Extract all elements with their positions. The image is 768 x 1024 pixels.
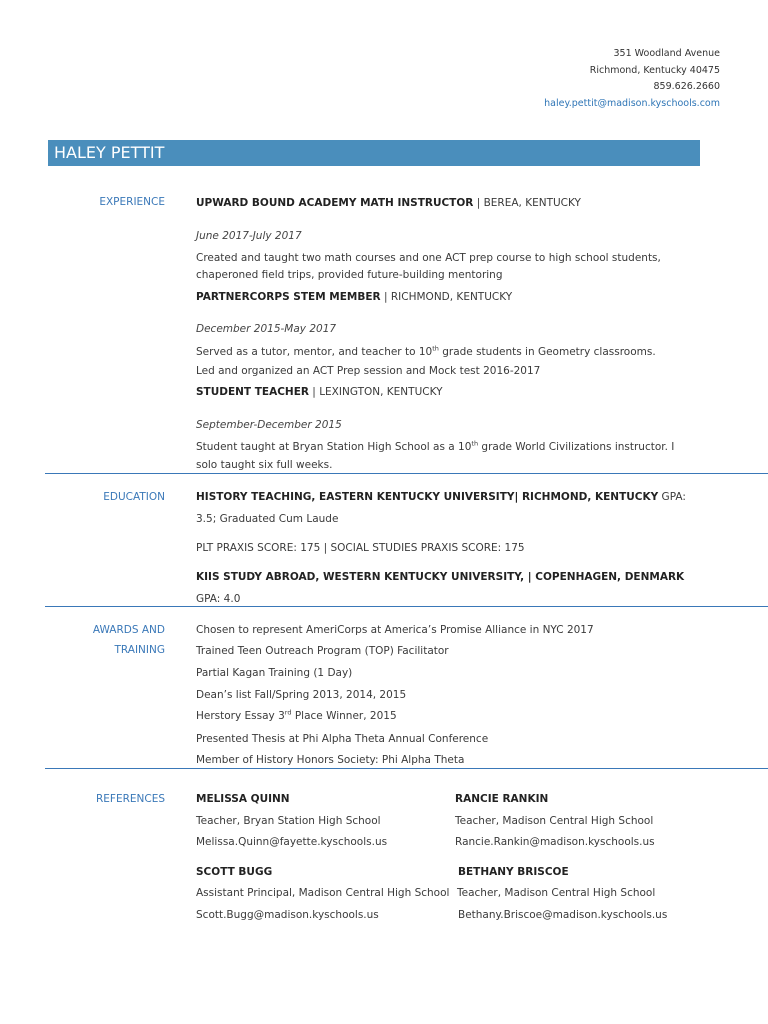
section-label-education: EDUCATION bbox=[103, 491, 165, 503]
candidate-name: HALEY PETTIT bbox=[54, 143, 165, 162]
contact-street: 351 Woodland Avenue bbox=[613, 48, 720, 59]
edu-gpa-label: GPA: bbox=[658, 491, 686, 503]
job-1-desc-1: Created and taught two math courses and one ACT prep course to high school students, bbox=[196, 252, 661, 264]
ref-3-name: SCOTT BUGG bbox=[196, 866, 273, 878]
ref-2-email[interactable]: Rancie.Rankin@madison.kyschools.us bbox=[455, 836, 655, 848]
job-3-heading bbox=[196, 385, 443, 399]
job-3-desc-2: solo taught six full weeks. bbox=[196, 459, 333, 471]
award-item: Partial Kagan Training (1 Day) bbox=[196, 667, 353, 679]
ref-3-role: Assistant Principal, Madison Central High School bbox=[196, 887, 450, 899]
job-1-title: UPWARD BOUND ACADEMY MATH INSTRUCTOR bbox=[196, 197, 474, 209]
job-3-desc-1-post: grade World Civilizations instructor. I bbox=[478, 441, 675, 453]
edu-degree: HISTORY TEACHING, EASTERN KENTUCKY UNIVERSITY| RICHMOND, KENTUCKY bbox=[196, 491, 659, 503]
job-1-sep: | bbox=[473, 197, 484, 209]
contact-city: Richmond, Kentucky 40475 bbox=[589, 64, 720, 76]
job-3-dates: September-December 2015 bbox=[196, 419, 342, 431]
name-banner bbox=[48, 140, 700, 166]
divider-2 bbox=[45, 606, 768, 607]
job-1-location: BEREA, KENTUCKY bbox=[483, 197, 581, 209]
award-item: Chosen to represent AmeriCorps at America’s Promise Alliance in NYC 2017 bbox=[196, 624, 594, 636]
job-2-desc-1-post: grade students in Geometry classrooms. bbox=[438, 346, 656, 358]
divider-3 bbox=[45, 768, 768, 769]
job-2-desc-1-sup: th bbox=[432, 344, 439, 353]
contact-phone: 859.626.2660 bbox=[653, 81, 720, 92]
contact-block bbox=[544, 46, 720, 112]
contact-email[interactable]: haley.pettit@madison.kyschools.com bbox=[544, 97, 720, 109]
ref-1-name: MELISSA QUINN bbox=[196, 793, 290, 805]
job-1-desc-2: chaperoned field trips, provided future-building mentoring bbox=[196, 269, 503, 281]
ref-2-role: Teacher, Madison Central High School bbox=[455, 815, 654, 827]
award-item: Member of History Honors Society: Phi Alpha Theta bbox=[196, 754, 465, 766]
award-item-herstory bbox=[196, 709, 397, 723]
job-3-title: STUDENT TEACHER bbox=[196, 386, 309, 398]
job-2-location: RICHMOND, KENTUCKY bbox=[390, 291, 513, 303]
herstory-sup: rd bbox=[284, 708, 292, 717]
job-2-desc-1-pre: Served as a tutor, mentor, and teacher to 10 bbox=[196, 346, 433, 358]
award-item: Dean’s list Fall/Spring 2013, 2014, 2015 bbox=[196, 689, 407, 701]
ref-1-email[interactable]: Melissa.Quinn@fayette.kyschools.us bbox=[196, 836, 388, 848]
job-2-desc-2: Led and organized an ACT Prep session and Mock test 2016-2017 bbox=[196, 365, 541, 377]
ref-3-email[interactable]: Scott.Bugg@madison.kyschools.us bbox=[196, 909, 379, 921]
edu-abroad-gpa: GPA: 4.0 bbox=[196, 593, 241, 605]
job-2-heading bbox=[196, 290, 512, 304]
award-item: Trained Teen Outreach Program (TOP) Facilitator bbox=[196, 645, 449, 657]
edu-abroad: KIIS STUDY ABROAD, WESTERN KENTUCKY UNIVERSITY, | COPENHAGEN, DENMARK bbox=[196, 571, 685, 583]
job-3-desc-1 bbox=[196, 440, 674, 454]
job-3-desc-1-pre: Student taught at Bryan Station High School as a 10 bbox=[196, 441, 472, 453]
edu-gpa: 3.5; Graduated Cum Laude bbox=[196, 513, 339, 525]
herstory-pre: Herstory Essay 3 bbox=[196, 710, 285, 722]
ref-2-name: RANCIE RANKIN bbox=[455, 793, 549, 805]
job-2-desc-1 bbox=[196, 345, 656, 359]
section-label-awards: AWARDS AND bbox=[92, 624, 165, 636]
job-3-desc-1-sup: th bbox=[471, 439, 479, 448]
ref-4-role: Teacher, Madison Central High School bbox=[457, 887, 656, 899]
job-3-sep: | bbox=[308, 386, 320, 398]
section-label-training: TRAINING bbox=[114, 644, 165, 656]
job-1-heading bbox=[196, 196, 581, 210]
job-2-title: PARTNERCORPS STEM MEMBER bbox=[196, 291, 381, 303]
edu-praxis: PLT PRAXIS SCORE: 175 | SOCIAL STUDIES PRAXIS SCORE: 175 bbox=[196, 542, 525, 554]
ref-4-email[interactable]: Bethany.Briscoe@madison.kyschools.us bbox=[458, 909, 668, 921]
job-1-dates: June 2017-July 2017 bbox=[196, 230, 302, 242]
award-item: Presented Thesis at Phi Alpha Theta Annual Conference bbox=[196, 733, 489, 745]
herstory-post: Place Winner, 2015 bbox=[291, 710, 397, 722]
section-label-experience: EXPERIENCE bbox=[99, 196, 165, 208]
job-2-sep: | bbox=[380, 291, 391, 303]
job-2-dates: December 2015-May 2017 bbox=[196, 323, 337, 335]
edu-degree-line bbox=[196, 490, 686, 504]
job-3-location: LEXINGTON, KENTUCKY bbox=[319, 386, 443, 398]
divider-1 bbox=[45, 473, 768, 474]
section-label-references: REFERENCES bbox=[95, 793, 165, 805]
ref-4-name: BETHANY BRISCOE bbox=[458, 866, 569, 878]
ref-1-role: Teacher, Bryan Station High School bbox=[196, 815, 381, 827]
